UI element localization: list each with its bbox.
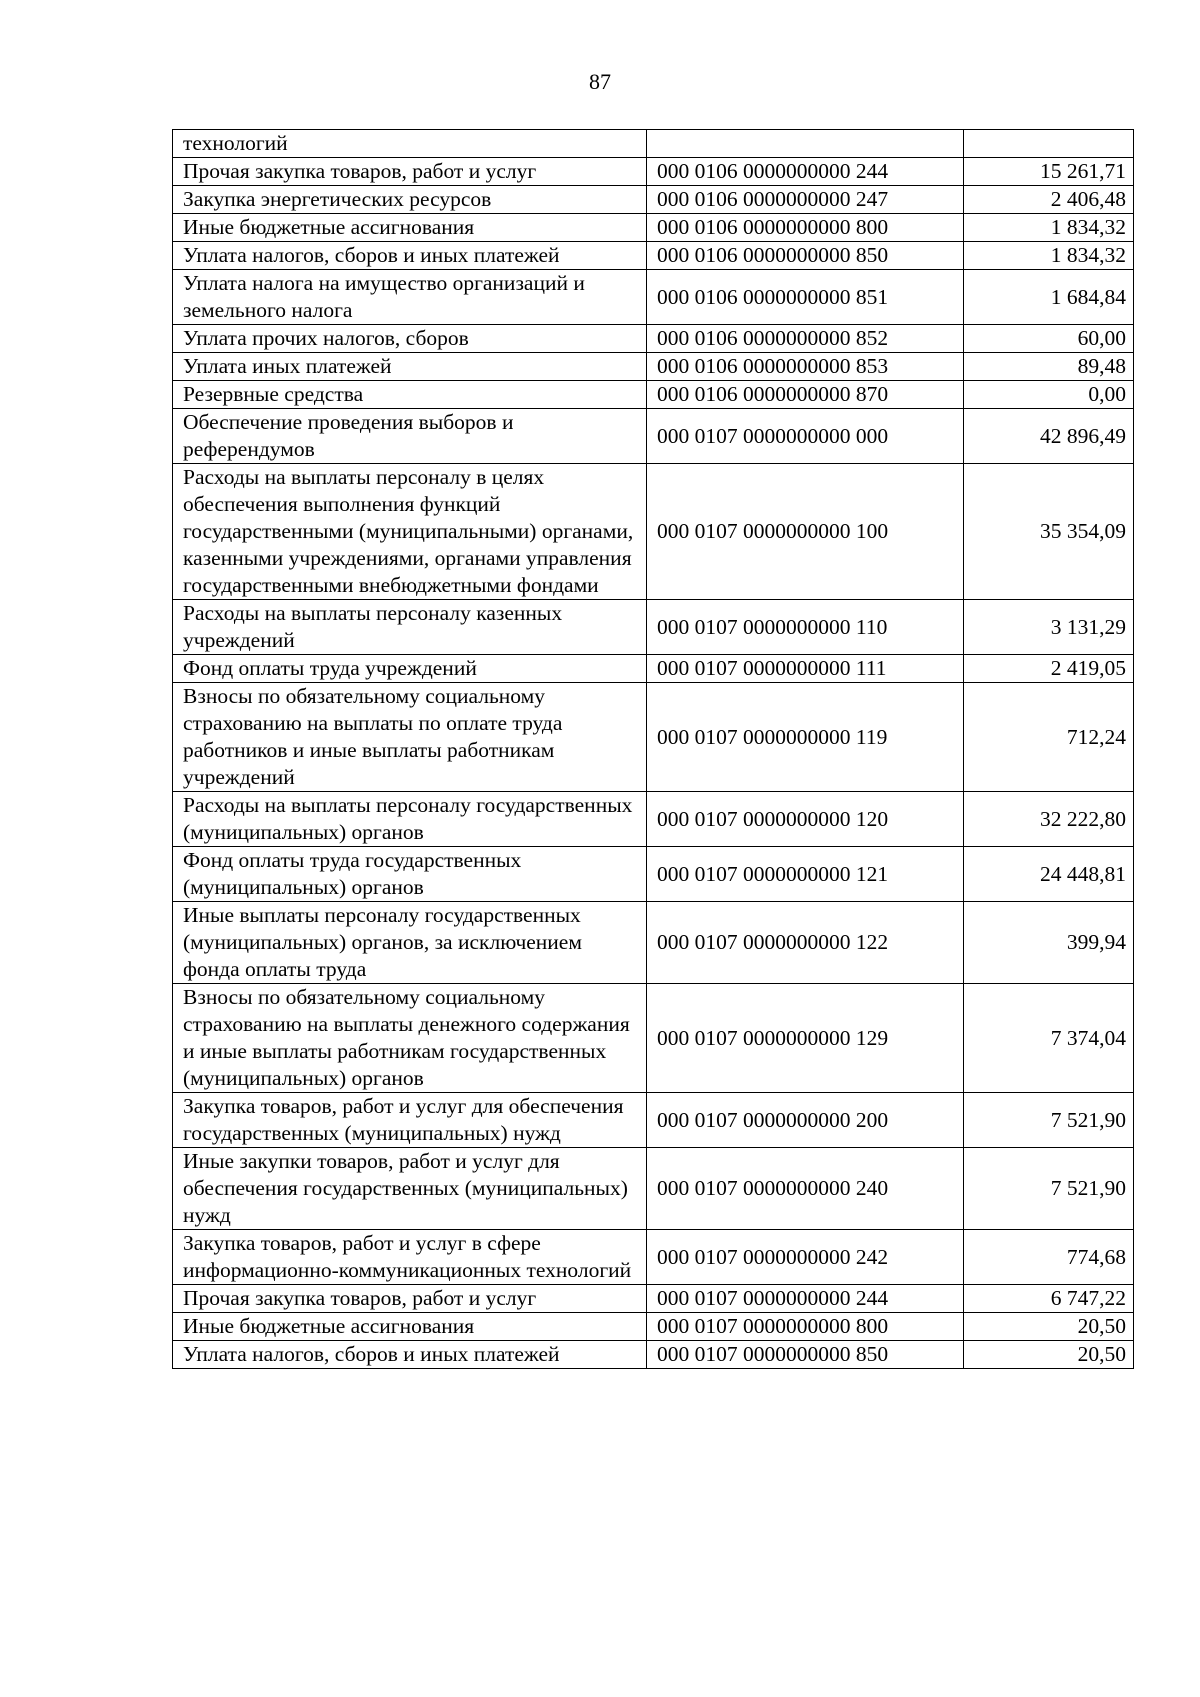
row-sum-cell: 712,24 <box>964 683 1134 792</box>
row-sum-cell <box>964 130 1134 158</box>
table-row <box>173 270 1134 325</box>
table-row <box>173 655 1134 683</box>
row-code-cell: 000 0107 0000000000 800 <box>647 1313 964 1341</box>
row-name-cell: Закупка товаров, работ и услуг в сфере информационно-коммуникационных технологий <box>173 1230 647 1285</box>
row-name-cell: Расходы на выплаты персоналу в целях обеспечения выполнения функций государственными (муниципальными) органами, казенными учреждениями, органами управления государственными внебюджетными фондами <box>173 464 647 600</box>
row-sum-cell: 7 521,90 <box>964 1148 1134 1230</box>
budget-table-body <box>173 130 1134 1369</box>
row-name-cell: Прочая закупка товаров, работ и услуг <box>173 1285 647 1313</box>
table-row <box>173 683 1134 792</box>
table-row <box>173 158 1134 186</box>
row-name-cell: Фонд оплаты труда государственных (муниципальных) органов <box>173 847 647 902</box>
row-code-cell: 000 0106 0000000000 852 <box>647 325 964 353</box>
row-code-cell: 000 0107 0000000000 000 <box>647 409 964 464</box>
row-sum-cell: 1 834,32 <box>964 214 1134 242</box>
table-row <box>173 1313 1134 1341</box>
row-code-cell: 000 0107 0000000000 111 <box>647 655 964 683</box>
row-sum-cell: 0,00 <box>964 381 1134 409</box>
table-row <box>173 242 1134 270</box>
row-sum-cell: 7 374,04 <box>964 984 1134 1093</box>
table-row <box>173 381 1134 409</box>
row-code-cell: 000 0107 0000000000 121 <box>647 847 964 902</box>
table-row <box>173 186 1134 214</box>
row-code-cell: 000 0107 0000000000 242 <box>647 1230 964 1285</box>
page-number: 87 <box>589 69 611 94</box>
row-name-cell: Закупка товаров, работ и услуг для обеспечения государственных (муниципальных) нужд <box>173 1093 647 1148</box>
row-sum-cell: 7 521,90 <box>964 1093 1134 1148</box>
row-sum-cell: 20,50 <box>964 1313 1134 1341</box>
row-name-cell: Уплата налогов, сборов и иных платежей <box>173 242 647 270</box>
row-code-cell: 000 0106 0000000000 247 <box>647 186 964 214</box>
row-name-cell: Иные бюджетные ассигнования <box>173 214 647 242</box>
table-row <box>173 1341 1134 1369</box>
row-name-cell: Уплата налога на имущество организаций и земельного налога <box>173 270 647 325</box>
row-code-cell: 000 0107 0000000000 122 <box>647 902 964 984</box>
row-code-cell: 000 0106 0000000000 870 <box>647 381 964 409</box>
table-row <box>173 847 1134 902</box>
row-name-cell: Уплата прочих налогов, сборов <box>173 325 647 353</box>
table-row <box>173 325 1134 353</box>
row-sum-cell: 2 419,05 <box>964 655 1134 683</box>
row-sum-cell: 774,68 <box>964 1230 1134 1285</box>
table-row <box>173 1093 1134 1148</box>
row-sum-cell: 15 261,71 <box>964 158 1134 186</box>
table-row <box>173 409 1134 464</box>
row-code-cell: 000 0107 0000000000 129 <box>647 984 964 1093</box>
row-name-cell: Иные выплаты персоналу государственных (муниципальных) органов, за исключением фонда оплаты труда <box>173 902 647 984</box>
table-row <box>173 214 1134 242</box>
row-code-cell: 000 0106 0000000000 800 <box>647 214 964 242</box>
row-sum-cell: 32 222,80 <box>964 792 1134 847</box>
row-sum-cell: 24 448,81 <box>964 847 1134 902</box>
row-sum-cell: 35 354,09 <box>964 464 1134 600</box>
table-row <box>173 792 1134 847</box>
row-name-cell: Расходы на выплаты персоналу государственных (муниципальных) органов <box>173 792 647 847</box>
row-name-cell: Расходы на выплаты персоналу казенных учреждений <box>173 600 647 655</box>
table-row <box>173 902 1134 984</box>
row-name-cell: Прочая закупка товаров, работ и услуг <box>173 158 647 186</box>
row-code-cell: 000 0106 0000000000 853 <box>647 353 964 381</box>
row-code-cell: 000 0106 0000000000 850 <box>647 242 964 270</box>
row-code-cell: 000 0106 0000000000 851 <box>647 270 964 325</box>
row-name-cell: Иные закупки товаров, работ и услуг для обеспечения государственных (муниципальных) нужд <box>173 1148 647 1230</box>
table-row <box>173 353 1134 381</box>
row-name-cell: Закупка энергетических ресурсов <box>173 186 647 214</box>
row-code-cell: 000 0107 0000000000 240 <box>647 1148 964 1230</box>
row-name-cell: Взносы по обязательному социальному страхованию на выплаты по оплате труда работников и иные выплаты работникам учреждений <box>173 683 647 792</box>
budget-table <box>172 129 1134 1369</box>
row-sum-cell: 42 896,49 <box>964 409 1134 464</box>
row-code-cell: 000 0107 0000000000 120 <box>647 792 964 847</box>
table-row <box>173 1285 1134 1313</box>
row-name-cell: Уплата налогов, сборов и иных платежей <box>173 1341 647 1369</box>
table-row <box>173 464 1134 600</box>
row-sum-cell: 20,50 <box>964 1341 1134 1369</box>
row-name-cell: Обеспечение проведения выборов и референдумов <box>173 409 647 464</box>
row-name-cell: технологий <box>173 130 647 158</box>
row-code-cell: 000 0107 0000000000 119 <box>647 683 964 792</box>
row-sum-cell: 60,00 <box>964 325 1134 353</box>
row-name-cell: Иные бюджетные ассигнования <box>173 1313 647 1341</box>
row-name-cell: Фонд оплаты труда учреждений <box>173 655 647 683</box>
row-sum-cell: 6 747,22 <box>964 1285 1134 1313</box>
row-code-cell: 000 0106 0000000000 244 <box>647 158 964 186</box>
table-row <box>173 984 1134 1093</box>
table-row <box>173 1230 1134 1285</box>
row-sum-cell: 399,94 <box>964 902 1134 984</box>
row-sum-cell: 3 131,29 <box>964 600 1134 655</box>
table-row <box>173 130 1134 158</box>
row-code-cell: 000 0107 0000000000 244 <box>647 1285 964 1313</box>
table-row <box>173 600 1134 655</box>
row-sum-cell: 89,48 <box>964 353 1134 381</box>
row-code-cell: 000 0107 0000000000 110 <box>647 600 964 655</box>
row-sum-cell: 2 406,48 <box>964 186 1134 214</box>
row-name-cell: Уплата иных платежей <box>173 353 647 381</box>
row-code-cell: 000 0107 0000000000 100 <box>647 464 964 600</box>
row-code-cell: 000 0107 0000000000 850 <box>647 1341 964 1369</box>
table-row <box>173 1148 1134 1230</box>
row-sum-cell: 1 834,32 <box>964 242 1134 270</box>
row-code-cell: 000 0107 0000000000 200 <box>647 1093 964 1148</box>
row-sum-cell: 1 684,84 <box>964 270 1134 325</box>
row-name-cell: Взносы по обязательному социальному страхованию на выплаты денежного содержания и иные выплаты работникам государственных (муниципальных) органов <box>173 984 647 1093</box>
row-code-cell <box>647 130 964 158</box>
row-name-cell: Резервные средства <box>173 381 647 409</box>
